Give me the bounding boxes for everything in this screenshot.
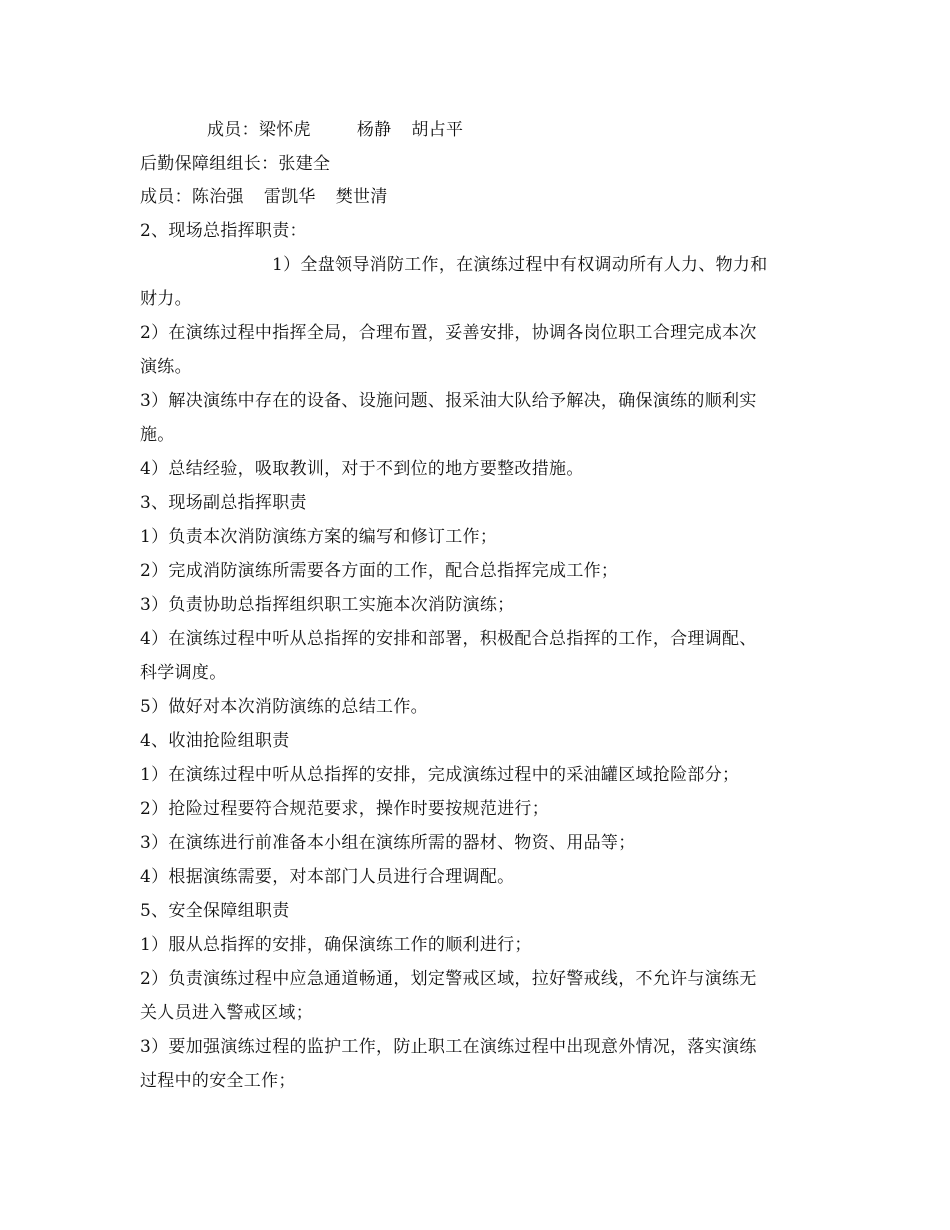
member-name: 樊世清 [335,187,388,207]
section-heading: 4、收油抢险组职责 [140,731,290,751]
paragraph-line: 3）要加强演练过程的监护工作，防止职工在演练过程中出现意外情况，落实演练 [140,1037,757,1057]
paragraph-line: 过程中的安全工作； [140,1071,296,1091]
paragraph-line: 2）在演练过程中指挥全局，合理布置，妥善安排，协调各岗位职工合理完成本次 [140,323,757,343]
section-heading: 2、现场总指挥职责： [140,221,307,241]
paragraph-line: 1）服从总指挥的安排，确保演练工作的顺利进行； [140,935,532,955]
logistics-members-line [140,186,820,208]
paragraph-line: 1）负责本次消防演练方案的编写和修订工作； [140,527,498,547]
paragraph-line: 3）解决演练中存在的设备、设施问题、报采油大队给予解决，确保演练的顺利实 [140,391,757,411]
paragraph-line: 2）完成消防演练所需要各方面的工作，配合总指挥完成工作； [140,561,619,581]
paragraph-line: 财力。 [140,289,192,309]
paragraph-line: 科学调度。 [140,663,227,683]
paragraph-line: 关人员进入警戒区域； [140,1003,313,1023]
paragraph-line: 1）全盘领导消防工作，在演练过程中有权调动所有人力、物力和 [272,255,768,275]
section-heading: 3、现场副总指挥职责 [140,493,307,513]
paragraph-line: 演练。 [140,357,192,377]
members-line [207,119,887,141]
member-name: 陈治强 [191,187,244,207]
logistics-leader-line: 后勤保障组组长：张建全 [140,154,331,174]
paragraph-line: 1）在演练过程中听从总指挥的安排，完成演练过程中的采油罐区域抢险部分； [140,765,740,785]
member-name: 梁怀虎 [258,120,311,140]
member-name: 胡占平 [411,120,464,140]
section-heading: 5、安全保障组职责 [140,901,290,921]
paragraph-line: 4）根据演练需要，对本部门人员进行合理调配。 [140,867,515,887]
paragraph-line: 2）负责演练过程中应急通道畅通，划定警戒区域，拉好警戒线，不允许与演练无 [140,969,757,989]
paragraph-line: 3）负责协助总指挥组织职工实施本次消防演练； [140,595,515,615]
members-prefix: 成员： [140,187,192,207]
paragraph-line: 4）在演练过程中听从总指挥的安排和部署，积极配合总指挥的工作，合理调配、 [140,629,757,649]
member-name: 杨静 [356,120,392,140]
paragraph-line: 3）在演练进行前准备本小组在演练所需的器材、物资、用品等； [140,833,636,853]
paragraph-line: 施。 [140,425,175,445]
member-name: 雷凯华 [263,187,316,207]
members-prefix: 成员： [207,120,259,140]
paragraph-line: 5）做好对本次消防演练的总结工作。 [140,697,428,717]
paragraph-line: 2）抢险过程要符合规范要求，操作时要按规范进行； [140,799,550,819]
paragraph-line: 4）总结经验，吸取教训，对于不到位的地方要整改措施。 [140,459,584,479]
